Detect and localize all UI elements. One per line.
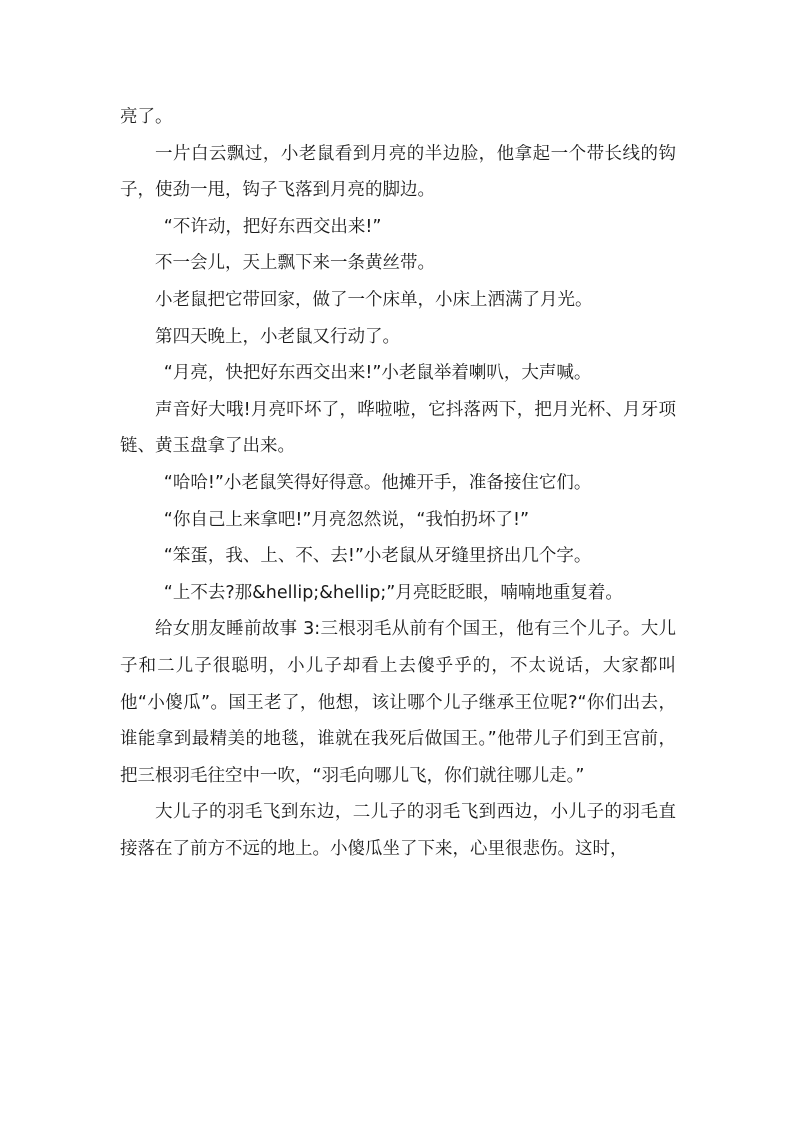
story-text-body [120,99,676,867]
paragraph: 一片白云飘过，小老鼠看到月亮的半边脸，他拿起一个带长线的钩子，使劲一甩，钩子飞落到月亮的脚边。 [120,143,676,201]
paragraph: 不一会儿，天上飘下来一条黄丝带。 [155,253,435,274]
paragraph-dialogue: “哈哈!”小老鼠笑得好得意。他摊开手，准备接住它们。 [163,472,592,493]
paragraph: 大儿子的羽毛飞到东边，二儿子的羽毛飞到西边，小儿子的羽毛直接落在了前方不远的地上。小傻瓜坐了下来，心里很悲伤。这时， [120,802,676,859]
paragraph-dialogue: “月亮，快把好东西交出来!”小老鼠举着喇叭，大声喊。 [163,363,592,384]
paragraph: 小老鼠把它带回家，做了一个床单，小床上洒满了月光。 [155,289,593,310]
paragraph-dialogue: “不许动，把好东西交出来!” [163,216,382,237]
paragraph-dialogue: “笨蛋，我、上、不、去!”小老鼠从牙缝里挤出几个字。 [163,546,592,567]
paragraph: 声音好大哦!月亮吓坏了，哗啦啦，它抖落两下，把月光杯、月牙项链、黄玉盘拿了出来。 [120,399,676,457]
paragraph-story-heading: 给女朋友睡前故事 3:三根羽毛从前有个国王，他有三个儿子。大儿子和二儿子很聪明，小儿子却看上去傻乎乎的，不太说话，大家都叫他“小傻瓜”。国王老了，他想，该让哪个儿子继承王位呢?“你们出去，谁能拿到最精美的地毯，谁就在我死后做国王。”他带儿子们到王宫前，把三根羽毛往空中一吹，“羽毛向哪儿飞，你们就往哪儿走。” [120,619,676,786]
paragraph-dialogue: “你自己上来拿吧!”月亮忽然说，“我怕扔坏了!” [163,509,530,530]
paragraph-dialogue: “上不去?那&hellip;&hellip;”月亮眨眨眼，喃喃地重复着。 [163,582,623,603]
paragraph-continuation: 亮了。 [120,107,173,127]
paragraph: 第四天晚上，小老鼠又行动了。 [155,326,400,347]
